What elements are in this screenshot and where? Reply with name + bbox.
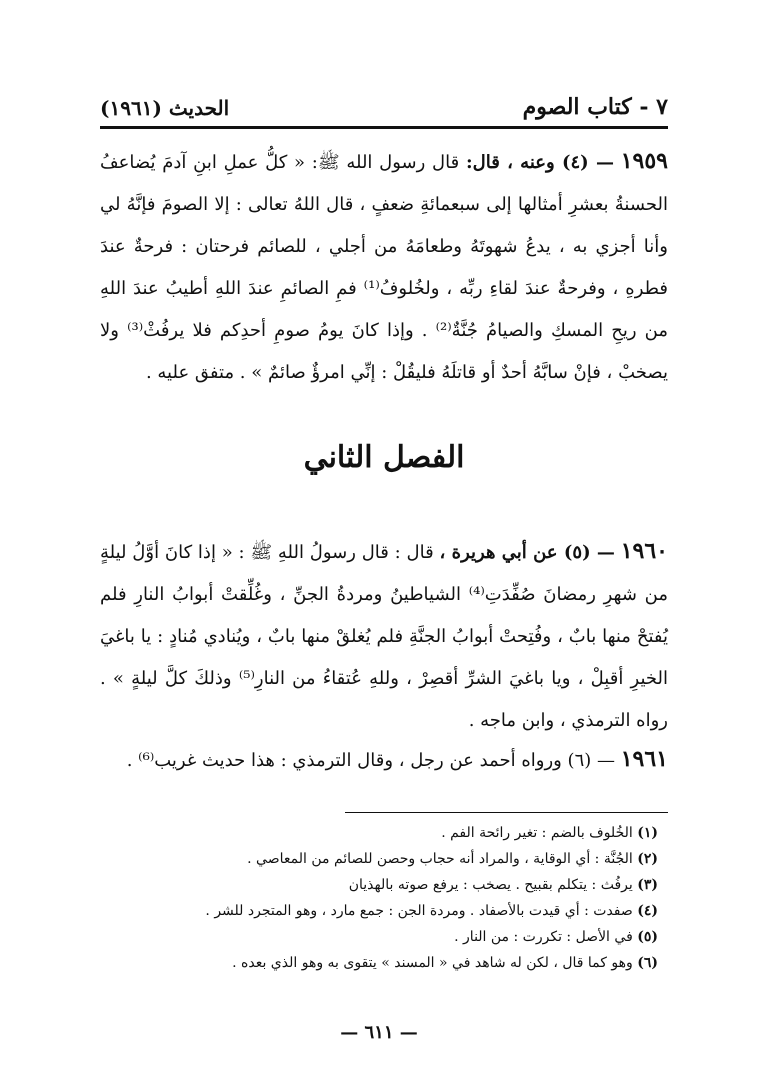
footnote-text: وهو كما قال ، لكن له شاهد في « المسند » يتقوى به وهو الذي بعده .: [232, 955, 633, 971]
footnote-number: (٦): [637, 955, 658, 971]
page-number: — ٦١١ —: [340, 1022, 418, 1043]
hadith-1959: [100, 140, 668, 394]
footnote-item: [130, 846, 658, 872]
hadith-1960: [100, 530, 668, 742]
header-rule: [100, 126, 668, 129]
footnote-item: [130, 950, 658, 976]
footnote-text: الخُلوف بالضم : تغير رائحة الفم .: [441, 825, 633, 841]
footnote-item: [130, 872, 658, 898]
hadith-number: ١٩٥٩: [620, 148, 668, 174]
footnote-text: الجُنَّة : أي الوقاية ، والمراد أنه حجاب وحصن للصائم من المعاصي .: [247, 851, 633, 867]
hadith-text: قال رسول الله ﷺ: « كلُّ عملِ ابنِ آدمَ يُضاعفُ الحسنةُ بعشرِ أمثالها إلى سبعمائةِ ضعفٍ ، قال اللهُ تعالى : إلا الصومَ فإنَّهُ لي وأنا أجزي به ، يدعُ شهوتَهُ وطعامَهُ من أجلي ، للصائم فرحتان : فرحةٌ عندَ فطرهِ ، وفرحةٌ عندَ لقاءِ ربِّه ، ولخُلوفُ⁽¹⁾ فمِ الصائمِ عندَ اللهِ أطيبُ عندَ اللهِ من ريحِ المسكِ والصيامُ جُنَّةٌ⁽²⁾ . وإذا كانَ يومُ صومِ أحدِكم فلا يرفُثْ⁽³⁾ ولا يصخبْ ، فإنْ سابَّهُ أحدٌ أو قاتلَهُ فليقُلْ : إنِّي امرؤٌ صائمٌ » . متفق عليه .: [100, 152, 668, 383]
footnote-number: (١): [637, 825, 658, 841]
footnote-number: (٤): [637, 903, 658, 919]
page-header: [100, 80, 668, 120]
footnote-item: [130, 898, 658, 924]
hadith-intro: — (٥) عن أبي هريرة ،: [439, 542, 615, 563]
hadith-intro: — (٤) وعنه ، قال:: [465, 152, 614, 173]
footnote-number: (٥): [637, 929, 658, 945]
hadith-text: قال : قال رسولُ اللهِ ﷺ : « إذا كانَ أوَّلُ ليلةٍ من شهرِ رمضانَ صُفِّدَتِ⁽⁴⁾ الشياطينُ ومردةُ الجنِّ ، وغُلِّقتْ أبوابُ النارِ فلم يُفتحْ منها بابٌ ، وفُتِحتْ أبوابُ الجنَّةِ فلم يُغلقْ منها بابٌ ، ويُنادي مُنادٍ : يا باغيَ الخيرِ أقبِلْ ، ويا باغيَ الشرِّ أقصِرْ ، وللهِ عُتقاءُ من النارِ⁽⁵⁾ وذلكَ كلَّ ليلةٍ » . رواه الترمذي ، وابن ماجه .: [100, 542, 668, 731]
footnote-text: يرفُث : يتكلم بقبيح . يصخب : يرفع صوته بالهذيان: [348, 877, 633, 893]
footnote-item: [130, 820, 658, 846]
hadith-number: ١٩٦٠: [620, 538, 668, 564]
section-title: الفصل الثاني: [303, 440, 465, 475]
book-title: ٧ - كتاب الصوم: [522, 94, 668, 120]
footnote-number: (٢): [637, 851, 658, 867]
footnote-text: في الأصل : تكررت : من النار .: [454, 929, 633, 945]
hadith-text: — (٦) ورواه أحمد عن رجل ، وقال الترمذي : هذا حديث غريب⁽⁶⁾ .: [126, 750, 615, 771]
footnote-text: صفدت : أي قيدت بالأصفاد . ومردة الجن : جمع مارد ، وهو المتجرد للشر .: [205, 903, 633, 919]
footnote-number: (٣): [637, 877, 658, 893]
hadith-number: ١٩٦١: [620, 746, 668, 772]
footnote-item: [130, 924, 658, 950]
hadith-range-label: الحديث (١٩٦١): [100, 96, 230, 120]
footnotes: [130, 820, 658, 976]
footnote-divider: [345, 812, 668, 813]
hadith-1961: [100, 738, 668, 782]
